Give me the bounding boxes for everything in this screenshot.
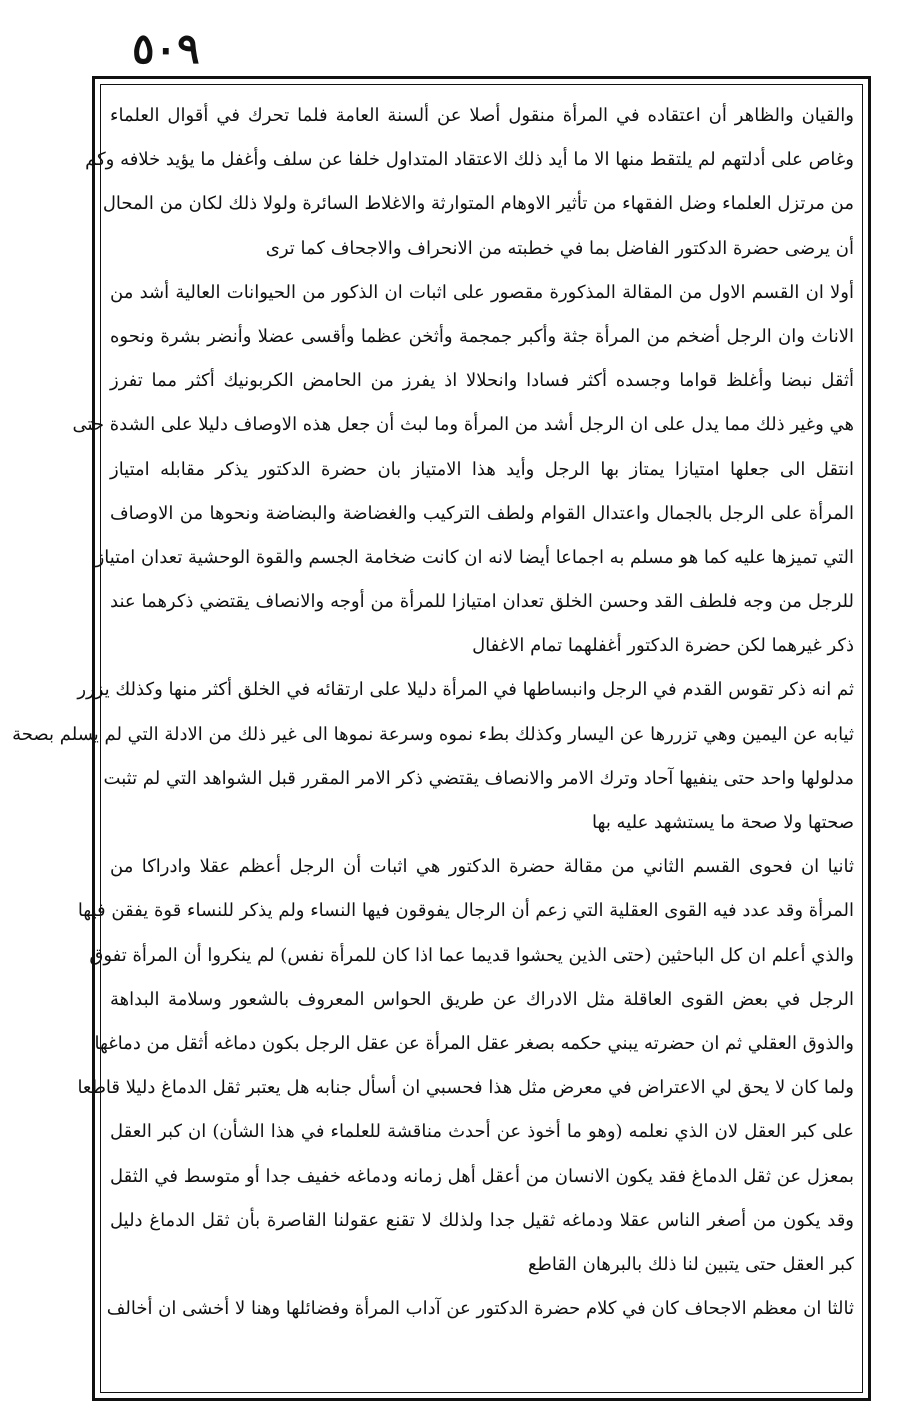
text-line: وغاص على أدلتهم لم يلتقط منها الا ما أيد ذلك الاعتقاد المتداول خلفا عن سلف وأغفل ما يؤيد خلافه وكم [85, 149, 854, 171]
text-line: والذي أعلم ان كل الباحثين (حتى الذين يحشوا قديما عما اذا كان للمرأة نفس) لم ينكروا أن المرأة تفوق [89, 944, 854, 966]
text-line: الرجل في بعض القوى العاقلة مثل الادراك عن طريق الحواس المعروف بالشعور وسلامة البداهة [110, 988, 854, 1010]
text-line: صحتها ولا صحة ما يستشهد عليه بها [592, 812, 854, 833]
text-line: انتقل الى جعلها امتيازا يمتاز بها الرجل وأيد هذا الامتياز بان حضرة الدكتور يذكر مقابله امتياز [110, 458, 854, 480]
text-line: والذوق العقلي ثم ان حضرته يبني حكمه بصغر عقل المرأة عن عقل الرجل بكون دماغه أثقل من دماغها [94, 1032, 854, 1054]
page-text [12, 94, 854, 1390]
text-line: المرأة على الرجل بالجمال واعتدال القوام ولطف التركيب والغضاضة والبضاضة ونحوها من الاوصاف [110, 502, 854, 524]
text-line: الاناث وان الرجل أضخم من المرأة جثة وأكبر جمجمة وأثخن عظما وأقسى عضلا وأنضر بشرة ونحوه [110, 325, 854, 347]
text-line: ولما كان لا يحق لي الاعتراض في معرض مثل هذا فحسبي ان أسأل جنابه هل يعتبر ثقل الدماغ دليلا قاطعا [77, 1077, 854, 1099]
text-line: على كبر العقل لان الذي نعلمه (وهو ما أخوذ عن أحدث مناقشة للعلماء في هذا الشأن) ان كبر العقل [110, 1121, 854, 1143]
text-line: أولا ان القسم الاول من المقالة المذكورة مقصور على اثبات ان الذكور من الحيوانات العالية أشد من [110, 281, 854, 303]
text-line: التي تميزها عليه كما هو مسلم به اجماعا أيضا لانه ان كانت ضخامة الجسم والقوة الوحشية تعدان امتيازا [90, 546, 854, 568]
text-line: أثقل نبضا وأغلظ قواما وجسده أكثر فسادا وانحلالا اذ يفرز من الحامض الكربونيك أكثر مما تفرز [110, 370, 854, 392]
text-line: كبر العقل حتى يتبين لنا ذلك بالبرهان القاطع [527, 1253, 854, 1275]
text-line: من مرتزل العلماء وضل الفقهاء من تأثير الاوهام المتوارثة والاغلاط السائرة ولولا ذلك لكان من المحال [102, 193, 854, 215]
text-line: ثم انه ذكر تقوس القدم في الرجل وانبساطها في المرأة دليلا على ارتقائه في الخلق أكثر منها وكذلك يزرر [77, 679, 854, 701]
text-line: ذكر غيرهما لكن حضرة الدكتور أغفلهما تمام الاغفال [472, 635, 854, 657]
text-line: ثيابه عن اليمين وهي تزررها عن اليسار وكذلك بطء نموه وسرعة نموها الى غير ذلك من الادلة التي لم يسلم بصحة [12, 723, 854, 745]
text-line: مدلولها واحد حتى ينفيها آحاد وترك الامر والانصاف يقتضي ذكر الامر المقرر قبل الشواهد التي لم تثبت [103, 767, 854, 789]
page-number: ٥٠٩ [132, 24, 200, 73]
text-line: للرجل من وجه فلطف القد وحسن الخلق تعدان امتيازا للمرأة من أوجه والانصاف يقتضي ذكرهما عند [110, 591, 854, 613]
text-line: ثالثا ان معظم الاجحاف كان في كلام حضرة الدكتور عن آداب المرأة وفضائلها وهنا لا أخشى ان أخالف [106, 1298, 854, 1320]
text-line: أن يرضى حضرة الدكتور الفاضل بما في خطبته من الانحراف والاجحاف كما ترى [265, 237, 854, 259]
text-line: المرأة وقد عدد فيه القوى العقلية التي زعم أن الرجال يفوقون فيها النساء ولم يذكر للنساء قوة يفقن فيها [77, 900, 854, 922]
text-line: وقد يكون من أصغر الناس عقلا ودماغه ثقيل جدا ولذلك لا تقنع عقولنا القاصرة بأن ثقل الدماغ دليل [110, 1209, 854, 1231]
text-line: بمعزل عن ثقل الدماغ فقد يكون الانسان من أعقل أهل زمانه ودماغه خفيف جدا أو متوسط في الثقل [110, 1165, 854, 1187]
text-line: ثانيا ان فحوى القسم الثاني من مقالة حضرة الدكتور هي اثبات أن الرجل أعظم عقلا وادراكا من [110, 856, 854, 878]
text-line: والقيان والظاهر أن اعتقاده في المرأة منقول أصلا عن ألسنة العامة فلما تحرك في أقوال العلماء [110, 105, 854, 126]
text-line: هي وغير ذلك مما يدل على ان الرجل أشد من المرأة وما لبث أن جعل هذه الاوصاف دليلا على الشدة حتى [72, 414, 854, 436]
